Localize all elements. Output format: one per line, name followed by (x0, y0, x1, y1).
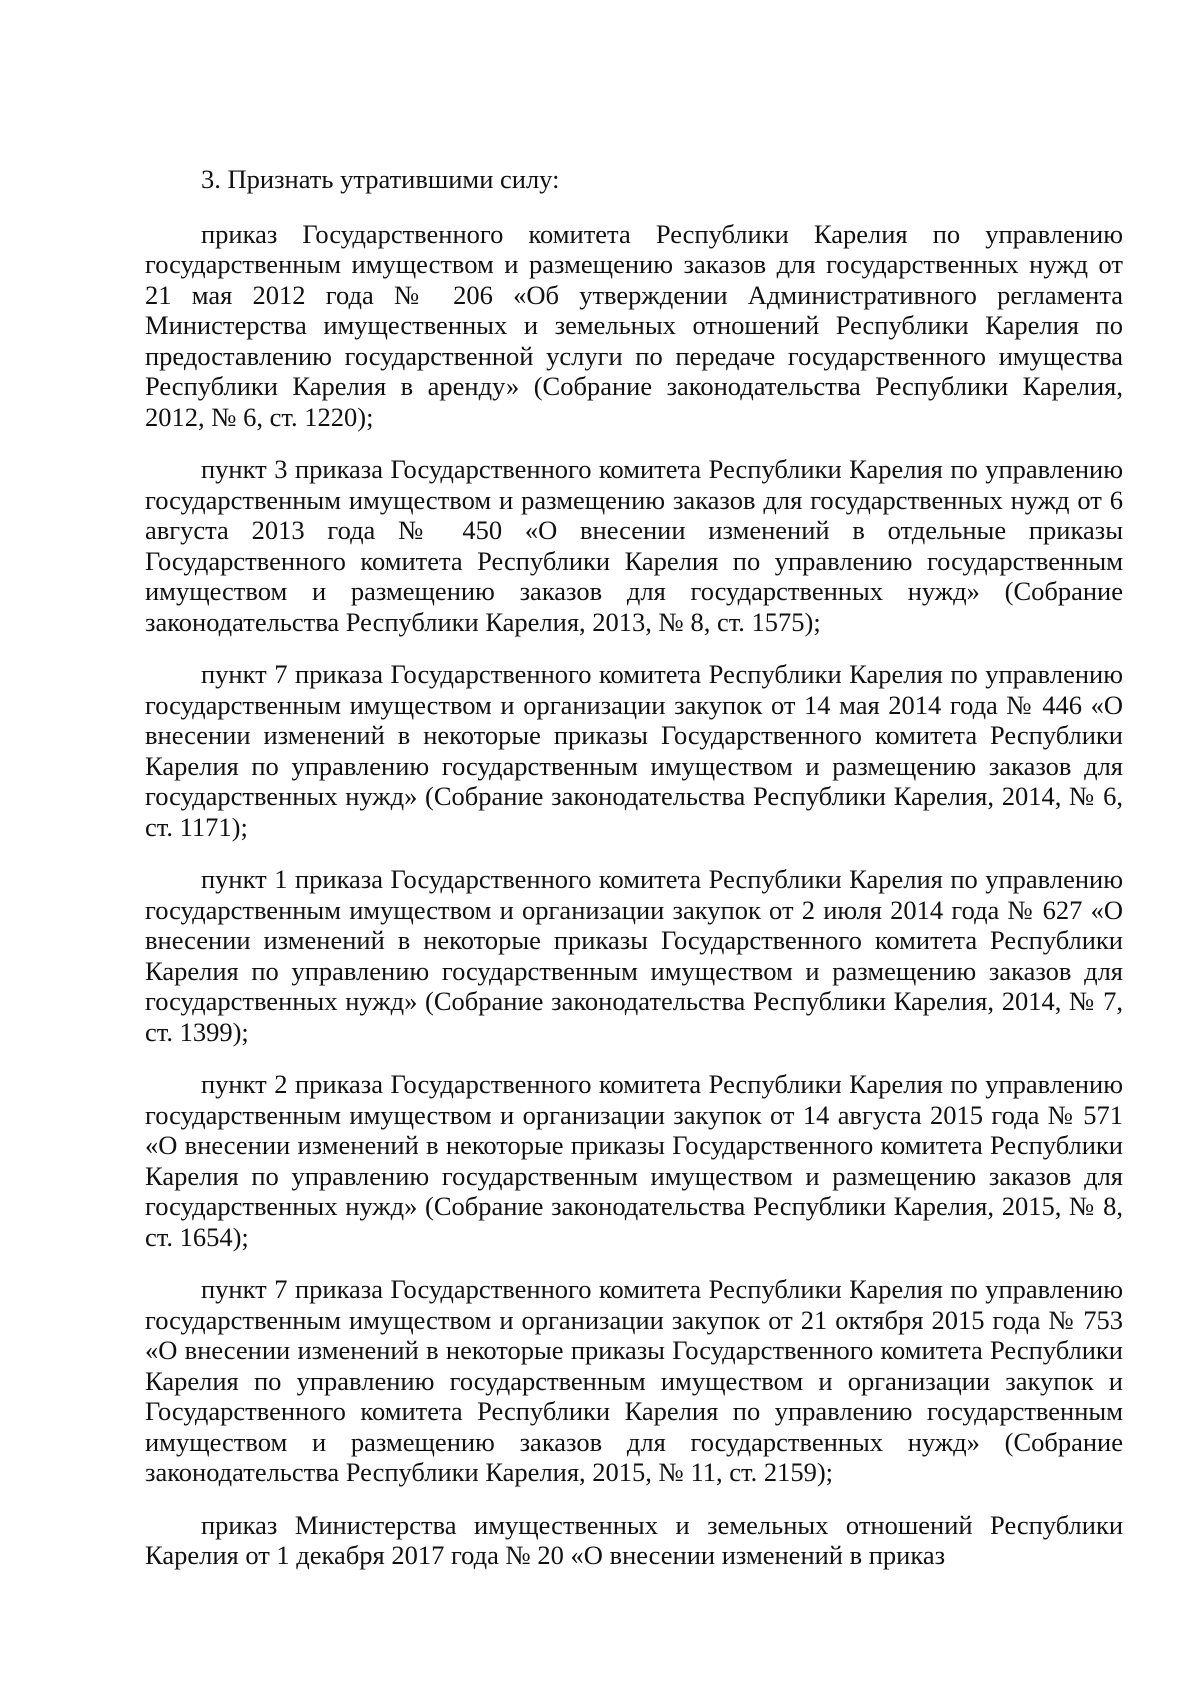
paragraph-order-2017: приказ Министерства имущественных и земельных отношений Республики Карелия от 1 декабря 2017 года № 20 «О внесении изменений в приказ (145, 1509, 1123, 1570)
paragraph-order-may-2014: пункт 7 приказа Государственного комитета Республики Карелия по управлению государственным имуществом и организации закупок от 14 мая 2014 года № 446 «О внесении изменений в некоторые приказы Государственного комитета Республики Карелия по управлению государственным имуществом и размещению заказов для государственных нужд» (Собрание законодательства Республики Карелия, 2014, № 6, ст. 1171); (145, 659, 1123, 842)
section-heading: 3. Признать утратившими силу: (201, 164, 560, 194)
document-body (145, 164, 1123, 1593)
paragraph-order-october-2015: пункт 7 приказа Государственного комитета Республики Карелия по управлению государственным имуществом и организации закупок от 21 октября 2015 года № 753 «О внесении изменений в некоторые приказы Государственного комитета Республики Карелия по управлению государственным имуществом и организации закупок и Государственного комитета Республики Карелия по управлению государственным имуществом и размещению заказов для государственных нужд» (Собрание законодательства Республики Карелия, 2015, № 11, ст. 2159); (145, 1274, 1123, 1487)
paragraph-order-july-2014: пункт 1 приказа Государственного комитета Республики Карелия по управлению государственным имуществом и организации закупок от 2 июля 2014 года № 627 «О внесении изменений в некоторые приказы Государственного комитета Республики Карелия по управлению государственным имуществом и размещению заказов для государственных нужд» (Собрание законодательства Республики Карелия, 2014, № 7, ст. 1399); (145, 864, 1123, 1047)
paragraph-order-2013: пункт 3 приказа Государственного комитета Республики Карелия по управлению государственным имуществом и размещению заказов для государственных нужд от 6 августа 2013 года № 450 «О внесении изменений в отдельные приказы Государственного комитета Республики Карелия по управлению государственным имуществом и размещению заказов для государственных нужд» (Собрание законодательства Республики Карелия, 2013, № 8, ст. 1575); (145, 454, 1123, 637)
paragraph-order-2012: приказ Государственного комитета Республики Карелия по управлению государственным имуществом и размещению заказов для государственных нужд от 21 мая 2012 года № 206 «Об утверждении Административного регламента Министерства имущественных и земельных отношений Республики Карелия по предоставлению государственной услуги по передаче государственного имущества Республики Карелия в аренду» (Собрание законодательства Республики Карелия, 2012, № 6, ст. 1220); (145, 218, 1123, 432)
paragraph-order-august-2015: пункт 2 приказа Государственного комитета Республики Карелия по управлению государственным имуществом и организации закупок от 14 августа 2015 года № 571 «О внесении изменений в некоторые приказы Государственного комитета Республики Карелия по управлению государственным имуществом и размещению заказов для государственных нужд» (Собрание законодательства Республики Карелия, 2015, № 8, ст. 1654); (145, 1069, 1123, 1252)
